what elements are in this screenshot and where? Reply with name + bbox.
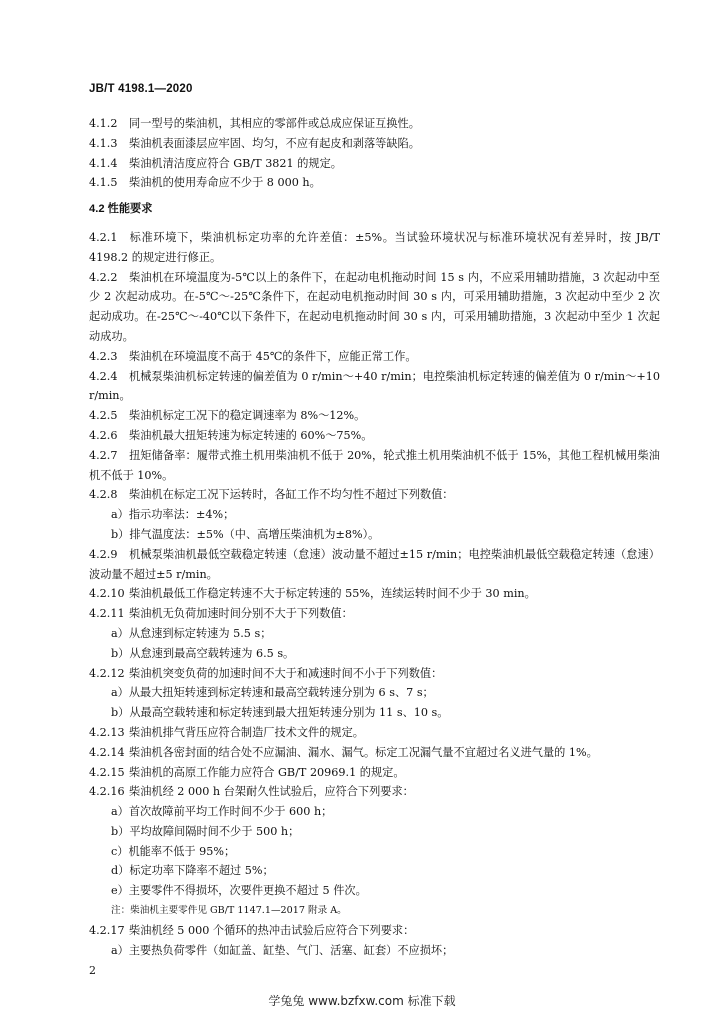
- clause-number: 4.2.5: [89, 409, 118, 423]
- clause-number: 4.2.13: [89, 725, 125, 739]
- clause-4-2-9: [89, 545, 660, 585]
- clause-number: 4.2.12: [89, 666, 125, 680]
- clause-number: 4.2.4: [89, 369, 118, 383]
- clause-number: 4.2.8: [89, 488, 118, 502]
- list-item: b）从怠速到最高空载转速为 6.5 s。: [111, 646, 295, 660]
- clause-text: 柴油机无负荷加速时间分别不大于下列数值：: [129, 607, 353, 621]
- clause-text: 扭矩储备率：履带式推土机用柴油机不低于 20%，轮式推土机用柴油机不低于 15%，其他工程机械用柴油机不低于 10%。: [89, 448, 660, 482]
- clause-4-2-16: [89, 782, 660, 802]
- list-item: c）机能率不低于 95%；: [111, 844, 236, 858]
- clause-number: 4.2.16: [89, 785, 125, 799]
- clause-number: 4.2.3: [89, 349, 118, 363]
- clause-number: 4.2.9: [89, 547, 118, 561]
- clause-4-2-8: [89, 485, 660, 505]
- clause-4-2-15: [89, 763, 660, 783]
- clause-4-2-12: [89, 664, 660, 684]
- clause-text: 柴油机最大扭矩转速为标定转速的 60%～75%。: [129, 428, 373, 442]
- clause-text: 柴油机清洁度应符合 GB/T 3821 的规定。: [129, 156, 342, 170]
- clause-4-2-4: [89, 367, 660, 407]
- list-item: a）首次故障前平均工作时间不少于 600 h；: [111, 805, 333, 819]
- list-item: a）主要热负荷零件（如缸盖、缸垫、气门、活塞、缸套）不应损坏；: [111, 943, 454, 957]
- list-item: a）指示功率法：±4%；: [111, 508, 235, 522]
- clause-4-2-6: [89, 426, 660, 446]
- clause-number: 4.2.1: [89, 230, 118, 244]
- clause-text: 柴油机排气背压应符合制造厂技术文件的规定。: [129, 725, 364, 739]
- document-header: JB/T 4198.1—2020: [89, 83, 193, 95]
- clause-text: 柴油机标定工况下的稳定调速率为 8%～12%。: [129, 409, 366, 423]
- clause-number: 4.1.2: [89, 117, 118, 130]
- clause-4-2-1: [89, 228, 660, 268]
- clause-4-2-13: [89, 723, 660, 743]
- clause-text: 柴油机突变负荷的加速时间不大于和减速时间不小于下列数值：: [129, 666, 443, 680]
- clause-number: 4.1.3: [89, 136, 118, 150]
- clause-text: 柴油机经 5 000 个循环的热冲击试验后应符合下列要求：: [129, 923, 415, 937]
- note: 注：柴油机主要零件见 GB/T 1147.1—2017 附录 A。: [111, 905, 347, 917]
- list-item: a）从怠速到标定转速为 5.5 s；: [111, 626, 272, 640]
- clause-number: 4.1.4: [89, 156, 118, 170]
- clause-text: 柴油机在环境温度不高于 45℃的条件下，应能正常工作。: [129, 349, 417, 363]
- clause-4-1-2: [89, 114, 660, 134]
- clause-number: 4.2.15: [89, 765, 125, 779]
- clause-4-2-7: [89, 446, 660, 486]
- clause-number: 4.2.14: [89, 745, 125, 759]
- clause-4-2-10: [89, 584, 660, 604]
- list-item: d）标定功率下降率不超过 5%；: [111, 864, 274, 878]
- clause-number: 4.2.17: [89, 923, 125, 937]
- clause-text: 柴油机表面漆层应牢固、均匀，不应有起皮和剥落等缺陷。: [129, 136, 420, 150]
- clause-number: 4.2.10: [89, 587, 125, 601]
- clause-text: 柴油机经 2 000 h 台架耐久性试验后，应符合下列要求：: [129, 785, 414, 799]
- clause-4-2-17: [89, 921, 660, 941]
- clause-text: 标准环境下，柴油机标定功率的允许差值：±5%。当试验环境状况与标准环境状况有差异时，按 JB/T 4198.2 的规定进行修正。: [89, 230, 660, 264]
- list-item: b）平均故障间隔时间不少于 500 h；: [111, 824, 300, 838]
- clause-number: 4.1.5: [89, 176, 118, 190]
- clause-text: 柴油机的高原工作能力应符合 GB/T 20969.1 的规定。: [129, 765, 405, 779]
- clause-4-2-5: [89, 406, 660, 426]
- clause-4-2-2: [89, 268, 660, 347]
- clause-text: 柴油机在环境温度为-5℃以上的条件下，在起动电机拖动时间 15 s 内，不应采用辅助措施，3 次起动中至少 2 次起动成功。在-5℃～-25℃条件下，在起动电机拖动时间 30 s 内，可采用辅助措施，3 次起动中至少 2 次起动成功。在-25℃～-40℃以下条件下，在起动电机拖动时间 30 s 内，可采用辅助措施，3 次起动中至少 1 次起动成功。: [89, 270, 660, 343]
- clause-4-2-3: [89, 347, 660, 367]
- clause-number: 4.2.11: [89, 607, 125, 621]
- list-item: b）排气温度法：±5%（中、高增压柴油机为±8%）。: [111, 527, 380, 541]
- page-number: 2: [89, 964, 96, 977]
- clause-number: 4.2.7: [89, 448, 118, 462]
- list-item: a）从最大扭矩转速到标定转速和最高空载转速分别为 6 s、7 s；: [111, 686, 434, 700]
- clause-text: 柴油机的使用寿命应不少于 8 000 h。: [129, 176, 321, 190]
- document-body: [89, 114, 660, 960]
- clause-text: 柴油机在标定工况下运转时，各缸工作不均匀性不超过下列数值：: [129, 488, 454, 502]
- clause-4-1-5: [89, 173, 660, 193]
- clause-text: 柴油机各密封面的结合处不应漏油、漏水、漏气。标定工况漏气量不宜超过名义进气量的 1%。: [129, 745, 598, 759]
- clause-4-1-4: [89, 154, 660, 174]
- clause-4-2-14: [89, 743, 660, 763]
- watermark-footer: 学兔兔 www.bzfxw.com 标准下载: [268, 994, 456, 1008]
- clause-number: 4.2.2: [89, 270, 118, 284]
- section-heading: 4.2 性能要求: [89, 203, 153, 216]
- clause-4-2-11: [89, 604, 660, 624]
- clause-text: 机械泵柴油机最低空载稳定转速（怠速）波动量不超过±15 r/min；电控柴油机最低空载稳定转速（怠速）波动量不超过±5 r/min。: [89, 547, 660, 581]
- clause-4-1-3: [89, 134, 660, 154]
- clause-number: 4.2.6: [89, 428, 118, 442]
- clause-text: 柴油机最低工作稳定转速不大于标定转速的 55%，连续运转时间不少于 30 min。: [129, 587, 536, 601]
- clause-text: 同一型号的柴油机，其相应的零部件或总成应保证互换性。: [129, 117, 420, 130]
- list-item: b）从最高空载转速和标定转速到最大扭矩转速分别为 11 s、10 s。: [111, 706, 449, 720]
- list-item: e）主要零件不得损坏，次要件更换不超过 5 件次。: [111, 884, 367, 898]
- clause-text: 机械泵柴油机标定转速的偏差值为 0 r/min～+40 r/min；电控柴油机标定转速的偏差值为 0 r/min～+10 r/min。: [89, 369, 660, 403]
